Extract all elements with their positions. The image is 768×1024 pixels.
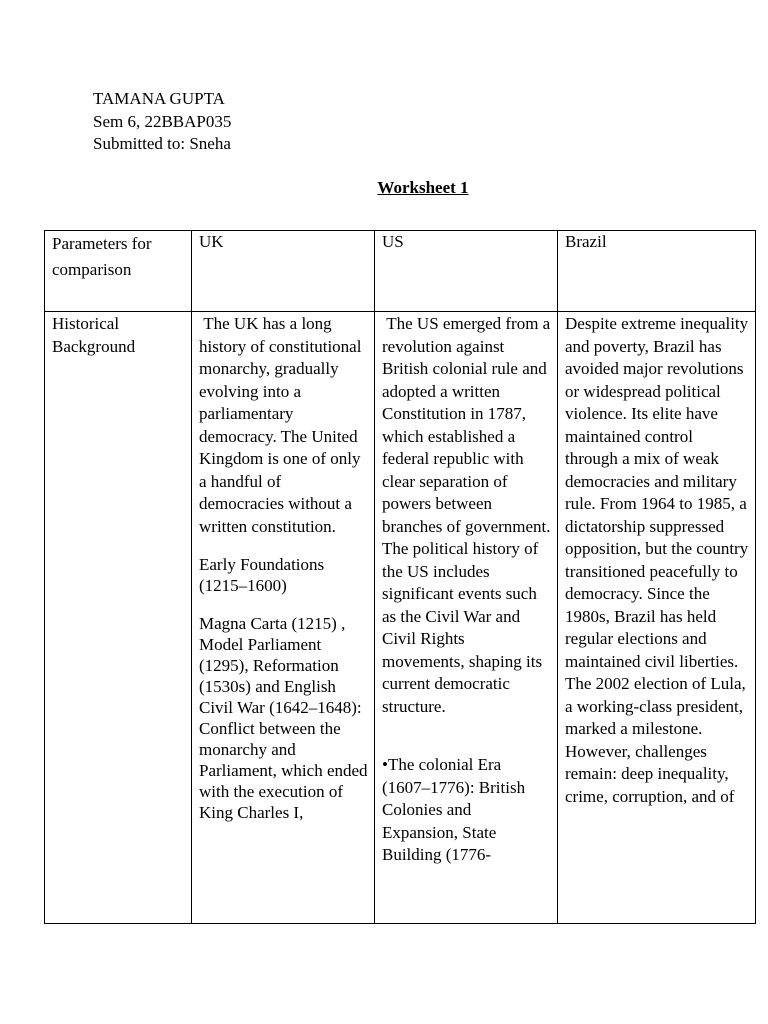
worksheet-title: Worksheet 1 (377, 178, 469, 197)
table-header-row (45, 231, 756, 312)
uk-paragraph-3: Magna Carta (1215) , Model Parliament (1295), Reformation (1530s) and English Civil War (1642–1648): Conflict between the monarchy and Parliament, which ended with the execution of King Charles I, (199, 614, 368, 822)
cell-historical-brazil (558, 312, 756, 924)
submitted-to: Submitted to: Sneha (93, 134, 231, 153)
header-cell-uk: UK (192, 231, 375, 312)
cell-historical-uk (192, 312, 375, 924)
author-name: TAMANA GUPTA (93, 89, 225, 108)
us-paragraph-1: The US emerged from a revolution against British colonial rule and adopted a written Constitution in 1787, which established a federal republic with clear separation of powers between branches of government. The political history of the US includes significant events such as the Civil War and Civil Rights movements, shaping its current democratic structure. (382, 314, 555, 716)
us-paragraph-2: •The colonial Era (1607–1776): British Colonies and Expansion, State Building (1776- (382, 755, 526, 864)
cell-historical-param (45, 312, 192, 924)
author-block (93, 88, 231, 156)
header-cell-parameters: Parameters for comparison (45, 231, 192, 312)
cell-historical-us (375, 312, 558, 924)
table-row-historical-background (45, 312, 756, 924)
header-cell-brazil: Brazil (558, 231, 756, 312)
historical-param-label: Historical Background (52, 314, 136, 356)
header-cell-us: US (375, 231, 558, 312)
semester-info: Sem 6, 22BBAP035 (93, 111, 232, 131)
comparison-table (44, 230, 756, 924)
brazil-paragraph-1: Despite extreme inequality and poverty, Brazil has avoided major revolutions or widespread political violence. Its elite have maintained control through a mix of weak democracies and military rule. From 1964 to 1985, a dictatorship suppressed opposition, but the country transitioned peacefully to democracy. Since the 1980s, Brazil has held regular elections and maintained civil liberties. The 2002 election of Lula, a working-class president, marked a milestone. However, challenges remain: deep inequality, crime, corruption, and of (565, 314, 749, 806)
uk-paragraph-2: Early Foundations (1215–1600) (199, 555, 325, 595)
uk-paragraph-1: The UK has a long history of constitutional monarchy, gradually evolving into a parliamentary democracy. The United Kingdom is one of only a handful of democracies without a written constitution. (199, 314, 366, 536)
